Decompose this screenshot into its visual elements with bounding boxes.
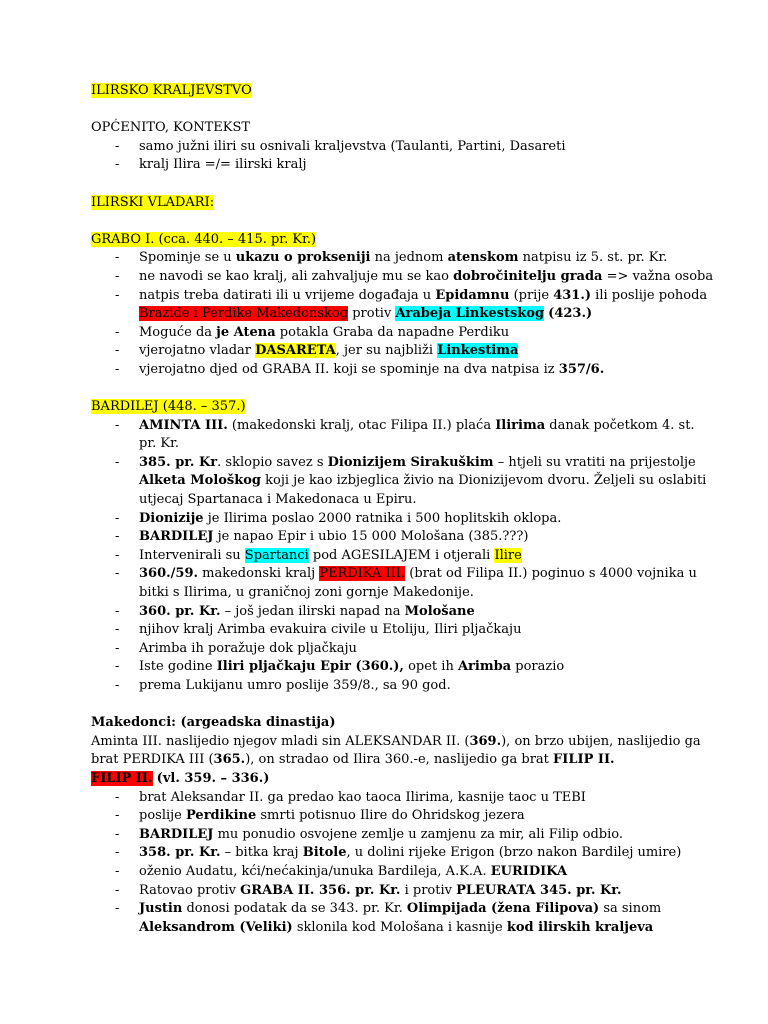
list-item: - 358. pr. Kr. – bitka kraj Bitole, u dolini rijeke Erigon (brzo nakon Bardilej umire) (91, 844, 691, 863)
list-item-continuation: Brazide i Perdike Makedonskog protiv Arabeja Linkestskog (423.) (139, 306, 593, 322)
list-item-continuation: utjecaj Spartanaca i Makedonaca u Epiru. (139, 492, 417, 508)
paragraph-line: Aminta III. naslijedio njegov mladi sin ALEKSANDAR II. (369.), on brzo ubijen, naslijedio ga (91, 733, 701, 749)
list-item: - Intervenirali su Spartanci pod AGESILAJEM i otjerali Ilire (91, 547, 691, 566)
list-item: - brat Aleksandar II. ga predao kao taoca Ilirima, kasnije taoc u TEBI (91, 789, 691, 808)
ruler-heading-filip: FILIP II. (vl. 359. – 336.) (91, 770, 270, 786)
list-item-continuation: Alketa Mološkog koji je kao izbjeglica živio na Dionizijevom dvoru. Željeli su oslabiti (139, 473, 707, 489)
document-page (91, 82, 714, 937)
list-item: - natpis treba datirati ili u vrijeme događaja u Epidamnu (prije 431.) ili poslije pohoda (91, 287, 691, 306)
list-item: - Justin donosi podatak da se 343. pr. Kr. Olimpijada (žena Filipova) sa sinom (91, 900, 691, 919)
list-item: - njihov kralj Arimba evakuira civile u Etoliju, Iliri pljačkaju (91, 621, 691, 640)
section-heading-opcenito: OPĆENITO, KONTEKST (91, 120, 251, 136)
ruler-heading-grabo: GRABO I. (cca. 440. – 415. pr. Kr.) (91, 231, 317, 247)
list-item: - 385. pr. Kr. sklopio savez s Dionizijem Sirakuškim – htjeli su vratiti na prijestolje (91, 454, 691, 473)
list-item: - BARDILEJ je napao Epir i ubio 15 000 Mološana (385.???) (91, 528, 691, 547)
list-item: - kralj Ilira =/= ilirski kralj (91, 156, 691, 175)
list-item: - Iste godine Iliri pljačkaju Epir (360.), opet ih Arimba porazio (91, 658, 691, 677)
list-item: - samo južni iliri su osnivali kraljevstva (Taulanti, Partini, Dasareti (91, 138, 691, 157)
list-item: - Arimba ih poražuje dok pljačkaju (91, 640, 691, 659)
paragraph-line: brat PERDIKA III (365.), on stradao od Ilira 360.-e, naslijedio ga brat FILIP II. (91, 752, 615, 768)
list-item-continuation: pr. Kr. (139, 436, 180, 452)
list-item: - vjerojatno djed od GRABA II. koji se spominje na dva natpisa iz 357/6. (91, 361, 691, 380)
list-item-continuation: bitki s Ilirima, u graničnoj zoni gornje Makedonije. (139, 585, 474, 601)
document-title: ILIRSKO KRALJEVSTVO (91, 83, 252, 98)
list-item: - Ratovao protiv GRABA II. 356. pr. Kr. i protiv PLEURATA 345. pr. Kr. (91, 882, 691, 901)
section-heading-makedonci: Makedonci: (argeadska dinastija) (91, 715, 336, 731)
ruler-heading-bardilej: BARDILEJ (448. – 357.) (91, 399, 246, 415)
list-item: - poslije Perdikine smrti potisnuo Ilire do Ohridskog jezera (91, 807, 691, 826)
list-item: - Dionizije je Ilirima poslao 2000 ratnika i 500 hoplitskih oklopa. (91, 510, 691, 529)
list-item: - prema Lukijanu umro poslije 359/8., sa 90 god. (91, 677, 691, 696)
list-item-continuation: Aleksandrom (Veliki) sklonila kod Mološana i kasnije kod ilirskih kraljeva (139, 919, 654, 935)
list-item: - Moguće da je Atena potakla Graba da napadne Perdiku (91, 324, 691, 343)
list-item: - Spominje se u ukazu o prokseniji na jednom atenskom natpisu iz 5. st. pr. Kr. (91, 249, 691, 268)
list-item: - oženio Audatu, kći/nećakinja/unuka Bardileja, A.K.A. EURIDIKA (91, 863, 691, 882)
list-item: - vjerojatno vladar DASARETA, jer su najbliži Linkestima (91, 342, 691, 361)
list-item: - 360./59. makedonski kralj PERDIKA III. (brat od Filipa II.) poginuo s 4000 vojnika u (91, 565, 691, 584)
list-item: - ne navodi se kao kralj, ali zahvaljuje mu se kao dobročinitelju grada => važna osoba (91, 268, 691, 287)
list-item: - AMINTA III. (makedonski kralj, otac Filipa II.) plaća Ilirima danak početkom 4. st. (91, 417, 691, 436)
list-item: - 360. pr. Kr. – još jedan ilirski napad na Mološane (91, 603, 691, 622)
section-heading-vladari: ILIRSKI VLADARI: (91, 194, 215, 210)
list-item: - BARDILEJ mu ponudio osvojene zemlje u zamjenu za mir, ali Filip odbio. (91, 826, 691, 845)
